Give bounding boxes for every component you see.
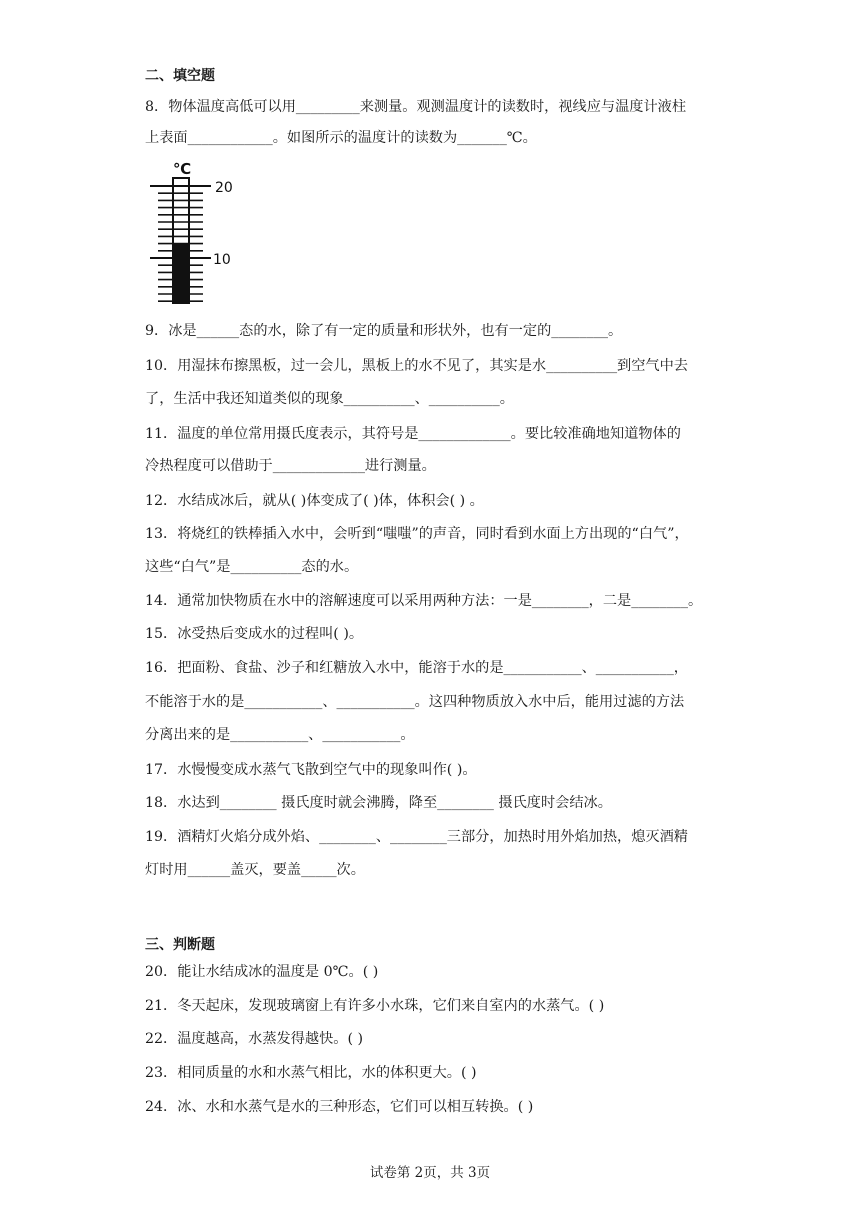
question-line: 了，生活中我还知道类似的现象__________、__________。 <box>145 391 514 407</box>
question-line: 冷热程度可以借助于_____________进行测量。 <box>145 458 436 474</box>
question-line: 8．物体温度高低可以用_________来测量。观测温度计的读数时，视线应与温度计液柱 <box>145 99 687 115</box>
question-line: 23．相同质量的水和水蒸气相比，水的体积更大。( ) <box>145 1065 477 1081</box>
question-line: 22．温度越高，水蒸发得越快。( ) <box>145 1031 364 1047</box>
question-line: 10．用湿抹布擦黑板，过一会儿，黑板上的水不见了，其实是水__________到空气中去 <box>145 358 688 374</box>
question-line: 上表面____________。如图所示的温度计的读数为_______℃。 <box>145 130 537 146</box>
question-line: 20．能让水结成冰的温度是 0℃。( ) <box>145 964 379 980</box>
question-line: 18．水达到________ 摄氏度时就会沸腾，降至________ 摄氏度时会结冰。 <box>145 795 612 811</box>
page-footer: 试卷第 2页，共 3页 <box>369 1165 491 1181</box>
question-line: 19．酒精灯火焰分成外焰、________、________三部分，加热时用外焰加热，熄灭酒精 <box>145 829 688 845</box>
thermometer-liquid <box>173 244 189 303</box>
question-line: 24．冰、水和水蒸气是水的三种形态，它们可以相互转换。( ) <box>145 1099 534 1115</box>
section-heading-judge: 三、判断题 <box>145 937 215 953</box>
question-line: 17．水慢慢变成水蒸气飞散到空气中的现象叫作( )。 <box>145 762 477 778</box>
question-line: 灯时用______盖灭，要盖_____次。 <box>145 862 365 878</box>
thermometer-label-20: 20 <box>215 180 233 196</box>
question-line: 14．通常加快物质在水中的溶解速度可以采用两种方法：一是________，二是________。 <box>145 593 703 609</box>
question-line: 15．冰受热后变成水的过程叫( )。 <box>145 626 364 642</box>
question-line: 13．将烧红的铁棒插入水中，会听到“嗤嗤”的声音，同时看到水面上方出现的“白气”， <box>145 526 689 542</box>
thermometer-label-10: 10 <box>213 252 231 268</box>
thermometer-figure <box>145 158 245 308</box>
thermometer-unit-label: ℃ <box>173 160 192 178</box>
question-line: 12．水结成冰后，就从( )体变成了( )体，体积会( ) 。 <box>145 493 484 509</box>
question-line: 不能溶于水的是___________、___________。这四种物质放入水中后，能用过滤的方法 <box>145 694 685 710</box>
section-heading-fill-blank: 二、填空题 <box>145 68 215 84</box>
question-line: 21．冬天起床，发现玻璃窗上有许多小水珠，它们来自室内的水蒸气。( ) <box>145 998 605 1014</box>
question-line: 分离出来的是___________、___________。 <box>145 727 415 743</box>
question-line: 11．温度的单位常用摄氏度表示，其符号是_____________。要比较准确地知道物体的 <box>145 426 681 442</box>
question-line: 16．把面粉、食盐、沙子和红糖放入水中，能溶于水的是___________、___________， <box>145 660 688 676</box>
question-line: 这些“白气”是__________态的水。 <box>145 559 359 575</box>
question-line: 9．冰是______态的水，除了有一定的质量和形状外，也有一定的________。 <box>145 323 623 339</box>
